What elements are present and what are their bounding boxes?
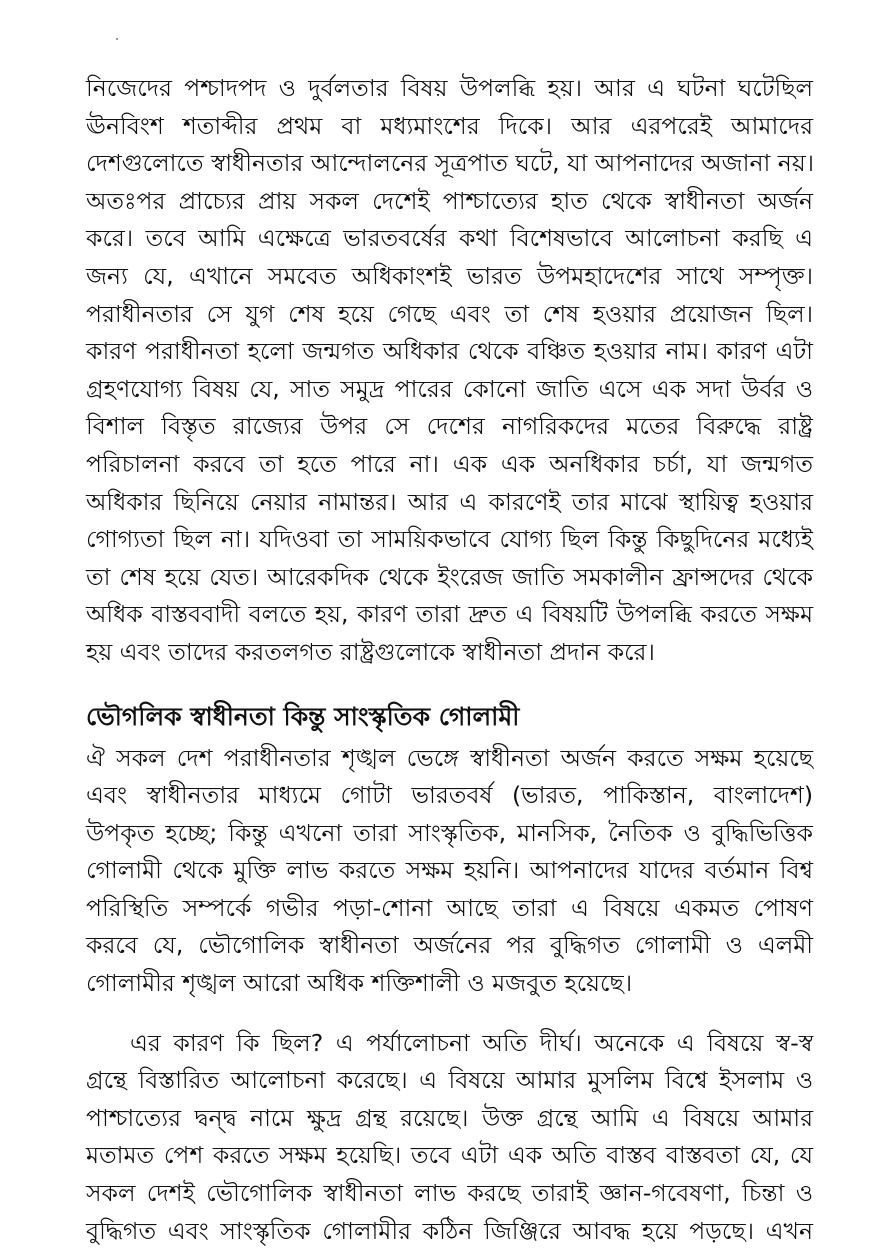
- text-line: উপকৃত হচ্ছে; কিন্তু এখনো তারা সাংস্কৃতিক, মানসিক, নৈতিক ও বুদ্ধিভিত্তিক: [86, 818, 813, 847]
- text-line: বিশাল বিস্তৃত রাজ্যের উপর সে দেশের নাগরিকদের মতের বিরুদ্ধে রাষ্ট্র: [86, 412, 813, 441]
- text-line: বুদ্ধিগত এবং সাংস্কৃতিক গোলামীর কঠিন জিঞ্জিরে আবদ্ধ হয়ে পড়ছে। এখন: [86, 1216, 813, 1245]
- text-line: অধিকার ছিনিয়ে নেয়ার নামান্তর। আর এ কারণেই তার মাঝে স্থায়িত্ব হওয়ার: [86, 487, 813, 516]
- text-line: তা শেষ হয়ে যেত। আরেকদিক থেকে ইংরেজ জাতি সমকালীন ফ্রান্সদের থেকে: [86, 562, 813, 591]
- text-line: গোগ্যতা ছিল না। যদিওবা তা সাময়িকভাবে যোগ্য ছিল কিন্তু কিছুদিনের মধ্যেই: [86, 525, 813, 554]
- text-line: দেশগুলোতে স্বাধীনতার আন্দোলনের সূত্রপাত ঘটে, যা আপনাদের অজানা নয়।: [86, 149, 815, 178]
- text-line: অতঃপর প্রাচ্যের প্রায় সকল দেশেই পাশ্চাত্যের হাত থেকে স্বাধীনতা অর্জন: [86, 186, 813, 215]
- text-line: গ্রন্থে বিস্তারিত আলোচনা করেছে। এ বিষয়ে আমার মুসলিম বিশ্বে ইসলাম ও: [86, 1066, 813, 1095]
- text-line: এবং স্বাধীনতার মাধ্যমে গোটা ভারতবর্ষ (ভারত, পাকিস্তান, বাংলাদেশ): [86, 781, 813, 810]
- text-line: পরাধীনতার সে যুগ শেষ হয়ে গেছে এবং তা শেষ হওয়ার প্রয়োজন ছিল।: [86, 299, 813, 328]
- text-line: পাশ্চাত্যের দ্বন্দ্ব নামে ক্ষুদ্র গ্রন্থ রয়েছে। উক্ত গ্রন্থে আমি এ বিষয়ে আমার: [86, 1103, 813, 1132]
- text-line: কারণ পরাধীনতা হলো জন্মগত অধিকার থেকে বঞ্চিত হওয়ার নাম। কারণ এটা: [86, 337, 813, 366]
- section-heading: ভৌগলিক স্বাধীনতা কিন্তু সাংস্কৃতিক গোলামী: [86, 701, 520, 731]
- text-line: করে। তবে আমি এক্ষেত্রে ভারতবর্ষের কথা বিশেষভাবে আলোচনা করছি এ: [86, 224, 813, 253]
- paragraph-gap: [86, 1003, 813, 1025]
- text-line: পরিচালনা করবে তা হতে পারে না। এক এক অনধিকার চর্চা, যা জন্মগত: [86, 449, 813, 478]
- text-line: ঊনবিংশ শতাব্দীর প্রথম বা মধ্যমাংশের দিকে। আর এরপরেই আমাদের: [86, 111, 813, 140]
- text-line: হয় এবং তাদের করতলগত রাষ্ট্রগুলোকে স্বাধীনতা প্রদান করে।: [86, 637, 655, 666]
- paragraph-3: [86, 1025, 813, 1251]
- text-line: অধিক বাস্তববাদী বলতে হয়, কারণ তারা দ্রুত এ বিষয়টি উপলব্ধি করতে সক্ষম: [86, 600, 813, 629]
- paragraph-1: [86, 70, 813, 672]
- text-line: নিজেদের পশ্চাদপদ ও দুর্বলতার বিষয় উপলব্ধি হয়। আর এ ঘটনা ঘটেছিল: [86, 74, 813, 102]
- document-page: [86, 70, 813, 1250]
- text-line: পরিস্থিতি সম্পর্কে গভীর পড়া-শোনা আছে তারা এ বিষয়ে একমত পোষণ: [86, 893, 813, 922]
- text-line: গোলামীর শৃঙ্খল আরো অধিক শক্তিশালী ও মজবুত হয়েছে।: [86, 969, 633, 998]
- text-line: করবে যে, ভৌগোলিক স্বাধীনতা অর্জনের পর বুদ্ধিগত গোলামী ও এলমী: [86, 931, 813, 960]
- scan-speck: [116, 38, 118, 40]
- text-line: গ্রহণযোগ্য বিষয় যে, সাত সমুদ্র পারের কোনো জাতি এসে এক সদা উর্বর ও: [86, 374, 813, 403]
- text-line: গোলামী থেকে মুক্তি লাভ করতে সক্ষম হয়নি। আপনাদের যাদের বর্তমান বিশ্ব: [86, 856, 813, 885]
- text-line: জন্য যে, এখানে সমবেত অধিকাংশই ভারত উপমহাদেশের সাথে সম্পৃক্ত।: [86, 261, 813, 290]
- paragraph-2: [86, 740, 813, 1003]
- text-line: এর কারণ কি ছিল? এ পর্যালোচনা অতি দীর্ঘ। অনেকে এ বিষয়ে স্ব-স্ব: [130, 1028, 813, 1057]
- text-line: সকল দেশই ভৌগোলিক স্বাধীনতা লাভ করছে তারাই জ্ঞান-গবেষণা, চিন্তা ও: [86, 1179, 813, 1208]
- text-line: ঐ সকল দেশ পরাধীনতার শৃঙ্খল ভেঙ্গে স্বাধীনতা অর্জন করতে সক্ষম হয়েছে: [86, 743, 813, 772]
- text-line: মতামত পেশ করতে সক্ষম হয়েছি। তবে এটা এক অতি বাস্তব বাস্তবতা যে, যে: [86, 1141, 813, 1170]
